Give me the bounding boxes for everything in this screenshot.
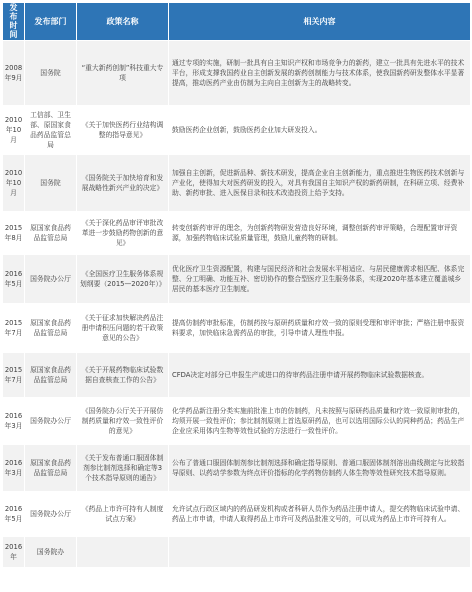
cell-content <box>169 537 471 568</box>
cell-time: 2015年8月 <box>3 212 25 255</box>
cell-policy-name <box>77 537 169 568</box>
cell-policy-name: 《国务院办公厅关于开展仿制药质量和疗效一致性评价的意见》 <box>77 398 169 445</box>
table-row <box>3 537 471 568</box>
cell-dept: 工信部、卫生部、原国家食品药品监管总局 <box>25 106 77 155</box>
cell-dept: 原国家食品药品监管总局 <box>25 304 77 353</box>
table-row <box>3 155 471 212</box>
cell-content: 优化医疗卫生资源配置，构建与国民经济和社会发展水平相适应、与居民健康需求相匹配、体系完整、分工明确、功能互补、密切协作的整合型医疗卫生服务体系，实现2020年基本建立覆盖城乡居民的基本医疗卫生制度。 <box>169 255 471 304</box>
header-dept: 发布部门 <box>25 3 77 41</box>
cell-policy-name: 《全国医疗卫生服务体系规划纲要（2015—2020年）》 <box>77 255 169 304</box>
cell-content: 转变创新药审评的理念，为创新药物研发营造良好环境，调整创新药审评策略，合理配置审评资源，加强药物临床试验质量管理，鼓励儿童药物的研制。 <box>169 212 471 255</box>
cell-content: 通过专项的实施，研制一批具有自主知识产权和市场竞争力的新药，建立一批具有先进水平的技术平台，形成支撑我国药业自主创新发展的新药创制能力与技术体系，使我国新药研发整体水平显著提高，推动医药产业由仿制为主向自主创新为主的战略转变。 <box>169 41 471 106</box>
table-row <box>3 445 471 492</box>
cell-content: 允许试点行政区域内的药品研发机构或者科研人员作为药品注册申请人，提交药物临床试验申请、药品上市申请，申请人取得药品上市许可及药品批准文号的，可以成为药品上市许可持有人。 <box>169 492 471 537</box>
cell-dept: 原国家食品药品监管总局 <box>25 212 77 255</box>
policy-table <box>2 2 471 568</box>
cell-time: 2010年10月 <box>3 155 25 212</box>
table-row <box>3 398 471 445</box>
table-row <box>3 492 471 537</box>
table-row <box>3 106 471 155</box>
cell-content: 提高仿制药审批标准，仿制药按与原研药质量和疗效一致的原则受理和审评审批；严格注册申报资料要求，加快临床急需药品的审批，引导申请人理性申报。 <box>169 304 471 353</box>
cell-time: 2008年9月 <box>3 41 25 106</box>
cell-policy-name: 《关于开展药物临床试验数据自查核查工作的公告》 <box>77 353 169 398</box>
cell-dept: 国务院办公厅 <box>25 255 77 304</box>
cell-time: 2015年7月 <box>3 304 25 353</box>
cell-time: 2015年7月 <box>3 353 25 398</box>
cell-time: 2010年10月 <box>3 106 25 155</box>
cell-time: 2016年 <box>3 537 25 568</box>
header-time <box>3 3 25 41</box>
table-row <box>3 304 471 353</box>
cell-time: 2016年5月 <box>3 255 25 304</box>
cell-dept: 国务院 <box>25 155 77 212</box>
cell-content: 加强自主创新，促进新品种、新技术研发，提高企业自主创新能力，重点推进生物医药技术创新与产业化，使得加大对医药研发的投入，对具有我国自主知识产权的新药研制，在科研立项、经费补助、新药审批、进入医保目录和技术改造投资上给予支持。 <box>169 155 471 212</box>
cell-policy-name: 《关于征求加快解决药品注册申请积压问题的若干政策意见的公告》 <box>77 304 169 353</box>
cell-dept: 国务院办 <box>25 537 77 568</box>
cell-time: 2016年3月 <box>3 398 25 445</box>
cell-content: 鼓励医药企业创新，鼓励医药企业加大研发投入。 <box>169 106 471 155</box>
cell-policy-name: 《药品上市许可持有人制度试点方案》 <box>77 492 169 537</box>
cell-time: 2016年5月 <box>3 492 25 537</box>
cell-dept: 国务院 <box>25 41 77 106</box>
table-row <box>3 41 471 106</box>
cell-dept: 原国家食品药品监管总局 <box>25 445 77 492</box>
cell-policy-name: 《关于加快医药行业结构调整的指导意见》 <box>77 106 169 155</box>
table-row <box>3 212 471 255</box>
cell-dept: 原国家食品药品监管总局 <box>25 353 77 398</box>
header-content: 相关内容 <box>169 3 471 41</box>
cell-dept: 国务院办公厅 <box>25 492 77 537</box>
cell-content: 公布了普通口服固体制剂参比制剂选择和确定指导原则、普通口服固体制剂溶出曲线测定与比较指导原则、以药动学参数为终点评价指标的化学药物仿制药人体生物等效性研究技术指导原则。 <box>169 445 471 492</box>
table-row <box>3 255 471 304</box>
cell-time: 2016年3月 <box>3 445 25 492</box>
cell-policy-name: “重大新药创制”科技重大专项 <box>77 41 169 106</box>
cell-policy-name: 《国务院关于加快培育和发展战略性新兴产业的决定》 <box>77 155 169 212</box>
cell-dept: 国务院办公厅 <box>25 398 77 445</box>
cell-content: CFDA决定对部分已申报生产或进口的待审药品注册申请开展药物临床试验数据核查。 <box>169 353 471 398</box>
header-time-label: 发布时间 <box>9 3 18 39</box>
header-name: 政策名称 <box>77 3 169 41</box>
table-row <box>3 353 471 398</box>
cell-content: 化学药品新注册分类实施前批准上市的仿制药，凡未按照与原研药品质量和疗效一致原则审批的，均须开展一致性评价；参比制剂原则上首选原研药品，也可以选用国际公认的同种药品；药品生产企业应采用体内生物等效性试验的方法进行一致性评价。 <box>169 398 471 445</box>
cell-policy-name: 《关于深化药品审评审批改革进一步鼓励药物创新的意见》 <box>77 212 169 255</box>
cell-policy-name: 《关于发布普通口服固体制剂参比制剂选择和确定等3个技术指导原则的通告》 <box>77 445 169 492</box>
table-header-row <box>3 3 471 41</box>
